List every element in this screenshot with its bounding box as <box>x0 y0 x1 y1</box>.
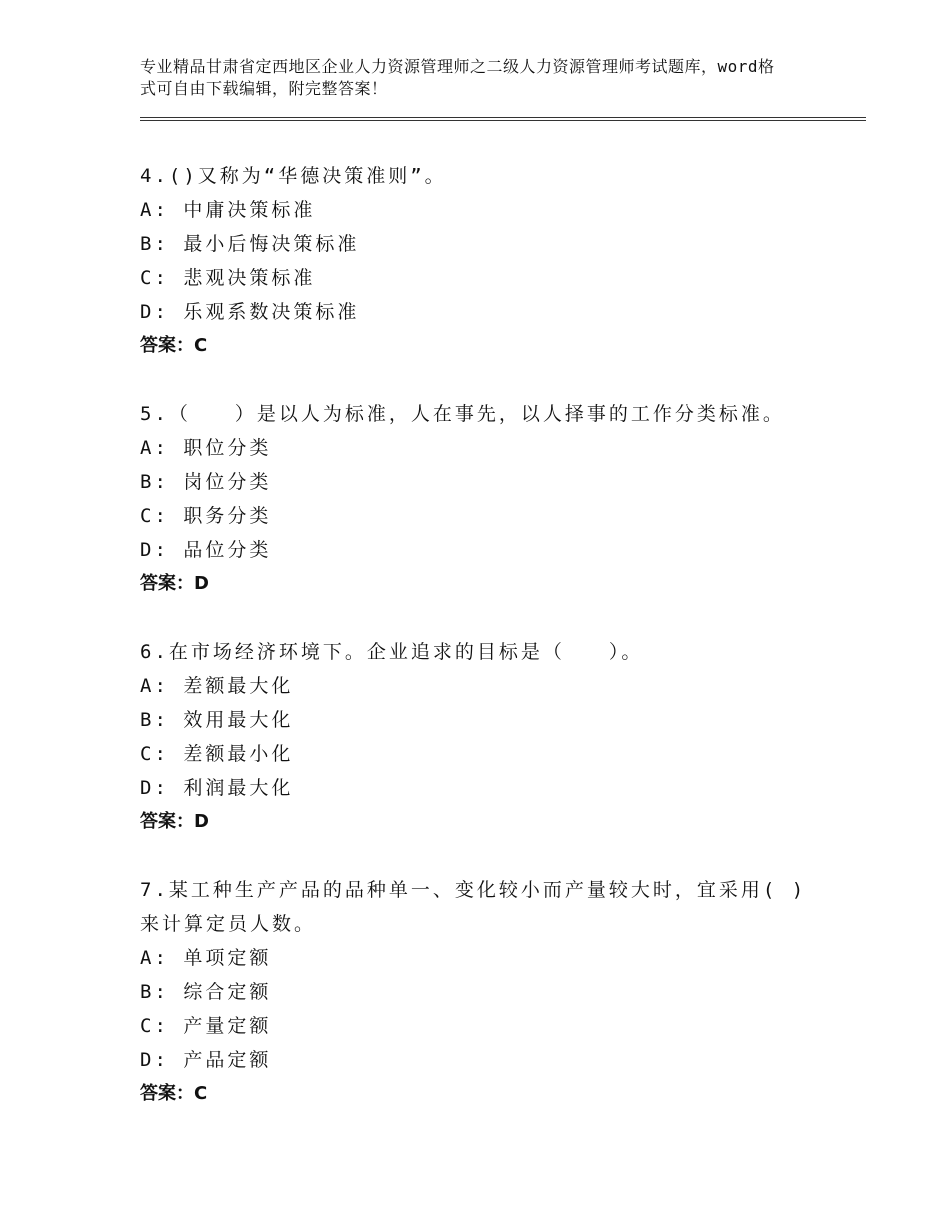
option-b: B: 最小后悔决策标准 <box>140 233 360 255</box>
option-b: B: 岗位分类 <box>140 471 272 493</box>
answer-label: 答案：D <box>140 811 209 832</box>
question-list <box>140 159 866 1111</box>
answer-label: 答案：D <box>140 573 209 594</box>
header-divider <box>140 117 866 121</box>
option-a: A: 单项定额 <box>140 947 272 969</box>
question-7 <box>140 873 866 1111</box>
question-stem: 6.在市场经济环境下。企业追求的目标是（ ）。 <box>140 641 644 663</box>
option-a: A: 职位分类 <box>140 437 272 459</box>
document-title: 专业精品甘肃省定西地区企业人力资源管理师之二级人力资源管理师考试题库，word格式可自由下载编辑，附完整答案！ <box>140 57 775 98</box>
answer-label: 答案：C <box>140 1083 208 1104</box>
option-c: C: 职务分类 <box>140 505 272 527</box>
option-a: A: 中庸决策标准 <box>140 199 316 221</box>
option-b: B: 综合定额 <box>140 981 272 1003</box>
question-6 <box>140 635 866 839</box>
option-c: C: 差额最小化 <box>140 743 294 765</box>
question-stem: 5.（ ）是以人为标准，人在事先，以人择事的工作分类标准。 <box>140 403 785 425</box>
document-page <box>140 56 866 1145</box>
option-c: C: 产量定额 <box>140 1015 272 1037</box>
answer-label: 答案：C <box>140 335 208 356</box>
question-stem: 4.()又称为“华德决策准则”。 <box>140 165 447 187</box>
option-a: A: 差额最大化 <box>140 675 294 697</box>
question-stem: 7.某工种生产产品的品种单一、变化较小而产量较大时，宜采用( )来计算定员人数。 <box>140 879 807 935</box>
option-d: D: 利润最大化 <box>140 777 294 799</box>
option-b: B: 效用最大化 <box>140 709 294 731</box>
option-d: D: 品位分类 <box>140 539 272 561</box>
option-d: D: 乐观系数决策标准 <box>140 301 360 323</box>
option-d: D: 产品定额 <box>140 1049 272 1071</box>
question-4 <box>140 159 866 363</box>
question-5 <box>140 397 866 601</box>
option-c: C: 悲观决策标准 <box>140 267 316 289</box>
